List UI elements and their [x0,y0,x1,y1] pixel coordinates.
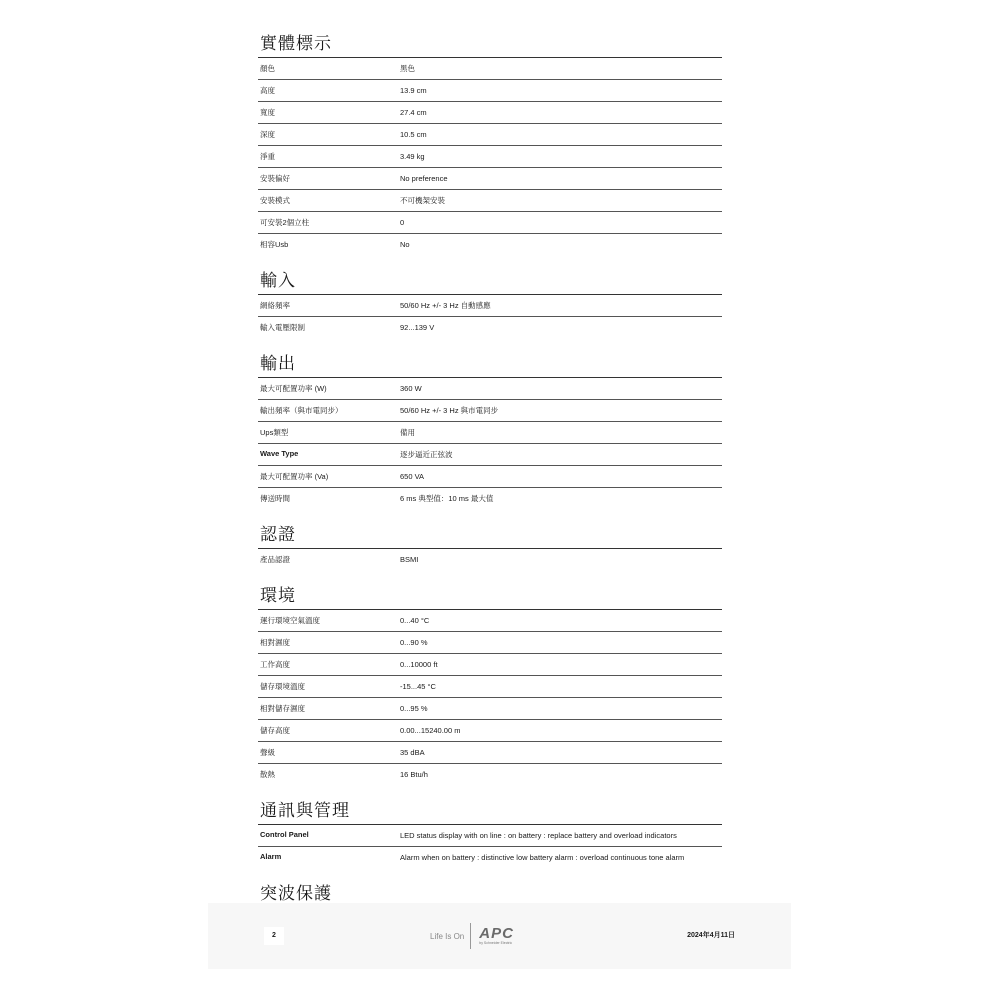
table-row [258,80,722,102]
table-row [258,720,722,742]
spec-label: 高度 [260,86,275,95]
brand-sub: by Schneider Electric [479,941,513,945]
spec-label: 工作高度 [260,660,290,669]
spec-value: LED status display with on line : on battery : replace battery and overload indicators [400,831,677,840]
spec-label: 相容Usb [260,240,289,249]
spec-label: 相對濕度 [260,638,290,647]
spec-label: Control Panel [260,830,309,839]
spec-value: 備用 [400,428,415,437]
spec-value: No preference [400,174,448,183]
table-row [258,378,722,400]
table-row [258,676,722,698]
table-row [258,444,722,466]
table-row [258,654,722,676]
table-row [258,146,722,168]
spec-value: 0.00...15240.00 m [400,726,461,735]
tagline: Life Is On [430,931,465,941]
spec-label: 散熱 [260,770,275,779]
spec-label: 輸出頻率（與市電同步） [260,406,343,415]
table-row [258,422,722,444]
table-row [258,488,722,509]
spec-label: 傳送時間 [260,494,290,503]
spec-label: 最大可配置功率 (Va) [260,472,329,481]
section-title: 通訊與管理 [258,799,722,825]
spec-value: 27.4 cm [400,108,427,117]
spec-value: 逐步逼近正弦波 [400,450,453,459]
document-date: 2024年4月11日 [687,932,735,939]
spec-value: 6 ms 典型值：10 ms 最大值 [400,494,494,503]
table-row [258,632,722,654]
section-title: 實體標示 [258,32,722,58]
spec-label: 聲級 [260,748,275,757]
table-row [258,466,722,488]
section-certification [258,523,722,570]
spec-value: 50/60 Hz +/- 3 Hz 自動感應 [400,301,491,310]
table-row [258,190,722,212]
spec-label: 產品認證 [260,555,290,564]
table-row [258,549,722,570]
spec-label: Ups類型 [260,428,289,437]
section-title: 環境 [258,584,722,610]
spec-value: 16 Btu/h [400,770,428,779]
spec-value: 360 W [400,384,422,393]
spec-value: 0...95 % [400,704,428,713]
brand-logo [430,923,514,949]
spec-label: 儲存環境溫度 [260,682,305,691]
spec-label: 安裝模式 [260,196,290,205]
table-row [258,698,722,720]
brand-name: APC [479,925,514,942]
spec-label: 相對儲存濕度 [260,704,305,713]
spec-value: 0 [400,218,405,227]
spec-label: 淨重 [260,152,275,161]
spec-value: 0...90 % [400,638,428,647]
section-communication [258,799,722,868]
table-row [258,825,722,847]
table-row [258,295,722,317]
spec-value: 0...10000 ft [400,660,438,669]
section-title: 輸出 [258,352,722,378]
table-row [258,234,722,255]
spec-value: 0...40 °C [400,616,430,625]
spec-label: Alarm [260,852,282,861]
table-row [258,742,722,764]
spec-label: 顏色 [260,64,275,73]
section-environment [258,584,722,785]
table-row [258,58,722,80]
spec-value: 3.49 kg [400,152,425,161]
spec-label: Wave Type [260,449,299,458]
spec-value: No [400,240,410,249]
spec-label: 運行環境空氣溫度 [260,616,320,625]
spec-label: 安裝偏好 [260,174,290,183]
spec-value: 50/60 Hz +/- 3 Hz 與市電同步 [400,406,499,415]
spec-value: BSMI [400,555,419,564]
section-title: 輸入 [258,269,722,295]
spec-label: 輸入電壓限制 [260,323,305,332]
table-row [258,847,722,868]
table-row [258,610,722,632]
table-row [258,317,722,338]
table-row [258,400,722,422]
section-output [258,352,722,509]
spec-value: 10.5 cm [400,130,427,139]
spec-label: 最大可配置功率 (W) [260,384,327,393]
section-physical [258,32,722,255]
section-title: 認證 [258,523,722,549]
spec-document [258,32,722,929]
spec-label: 深度 [260,130,275,139]
page-number: 2 [264,927,284,945]
spec-value: -15...45 °C [400,682,436,691]
spec-value: 黑色 [400,64,415,73]
spec-label: 寬度 [260,108,275,117]
spec-value: Alarm when on battery : distinctive low battery alarm : overload continuous tone alarm [400,853,685,862]
spec-value: 35 dBA [400,748,425,757]
table-row [258,124,722,146]
logo-divider [470,923,471,949]
table-row [258,102,722,124]
page-footer [208,903,791,969]
table-row [258,212,722,234]
section-input [258,269,722,338]
table-row [258,168,722,190]
spec-label: 儲存高度 [260,726,290,735]
spec-value: 13.9 cm [400,86,427,95]
spec-label: 網絡頻率 [260,301,290,310]
spec-value: 650 VA [400,472,425,481]
section-title: 突波保護 [258,882,722,908]
spec-value: 不可機架安裝 [400,196,445,205]
spec-value: 92...139 V [400,323,435,332]
spec-label: 可安裝2個立柱 [260,218,310,227]
apc-logo-icon [479,927,514,945]
table-row [258,764,722,785]
